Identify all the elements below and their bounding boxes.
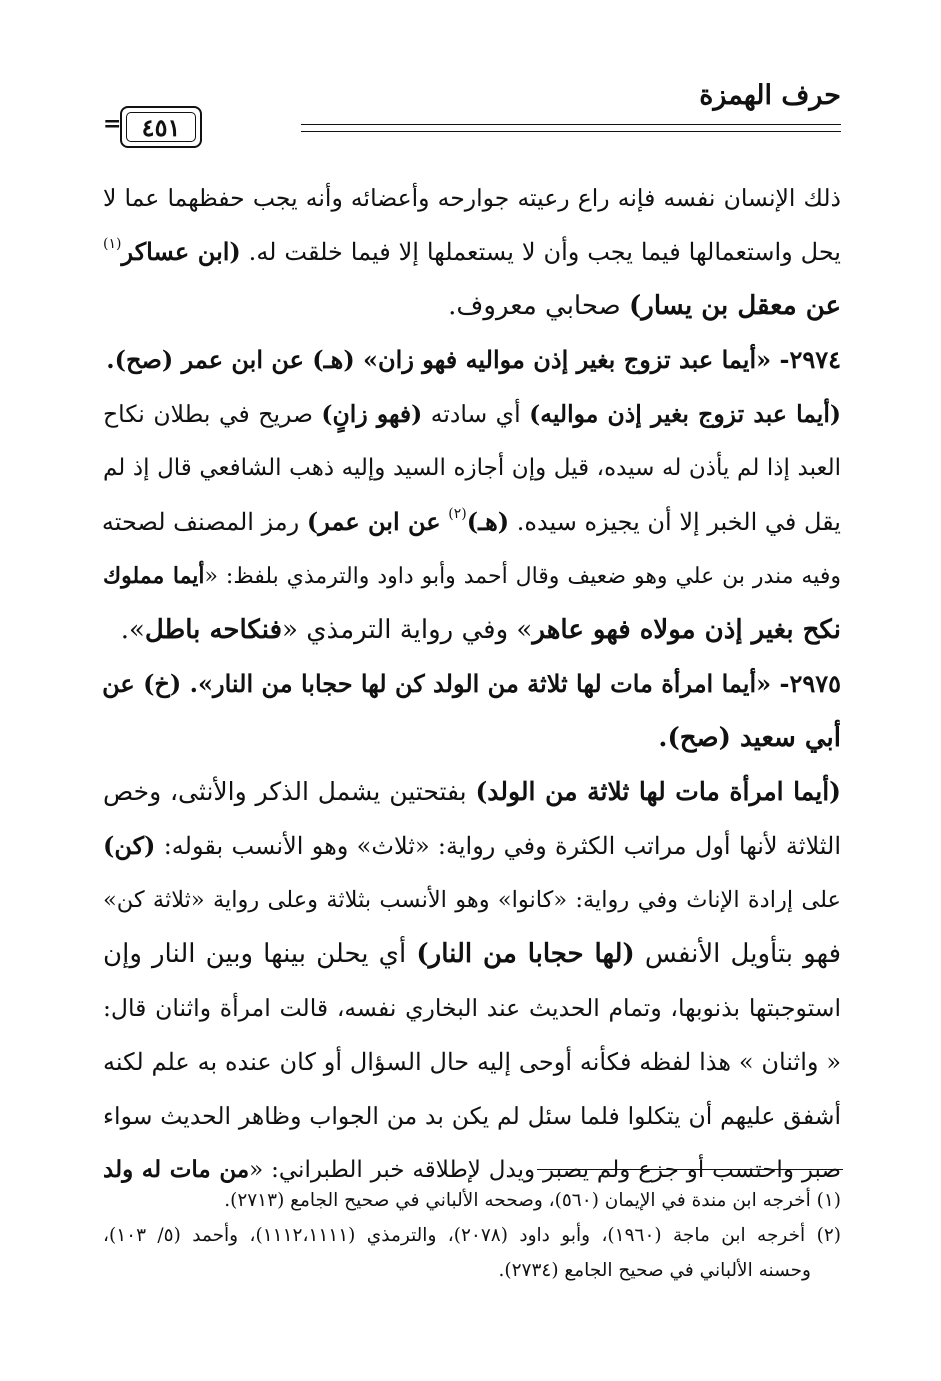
text-line — [103, 927, 841, 981]
text-line — [103, 981, 841, 1035]
text-line — [103, 765, 841, 819]
bold-text: أبي سعيد (صح). — [658, 723, 841, 753]
text-span: رمز المصنف لصحته — [101, 508, 307, 536]
page-number-frame — [120, 106, 202, 148]
text-span: يقل في الخبر إلا أن يجيزه سيده. — [509, 508, 841, 536]
footnote-ref: (٢) — [448, 506, 467, 522]
bold-text: أيما مملوك — [103, 563, 205, 589]
bold-text: (أيما عبد تزوج بغير إذن مواليه) — [529, 400, 841, 428]
text-line — [103, 657, 841, 711]
text-span: بفتحتين يشمل الذكر والأنثى، وخص — [103, 777, 476, 806]
text-line — [103, 171, 841, 225]
text-span: استوجبتها بذنوبها، وتمام الحديث عند البخاري نفسه، قالت امرأة واثنان قال: — [103, 994, 841, 1022]
text-line — [103, 225, 841, 279]
text-span: الثلاثة لأنها أول مراتب الكثرة وفي رواية: «ثلاث» وهو الأنسب بقوله: — [155, 832, 841, 860]
bold-text: (ابن عساكر — [121, 237, 241, 266]
text-line — [103, 279, 841, 333]
text-line — [103, 549, 841, 603]
text-span: » وفي رواية الترمذي « — [282, 615, 533, 645]
text-span: أشفق عليهم أن يتكلوا فلما سئل لم يكن بد من الجواب وظاهر الحديث سواء — [103, 1102, 841, 1130]
bold-text: فنكاحه باطل — [144, 615, 283, 645]
header-rule-top — [301, 124, 841, 125]
footnote: (٢) أخرجه ابن ماجة (١٩٦٠)، وأبو داود (٢٠٧٨)، والترمذي (١١١٢،١١١١)، وأحمد (٥/ ١٠٣)، — [103, 1225, 841, 1246]
text-line — [103, 603, 841, 657]
bold-text: من مات له ولد — [103, 1156, 250, 1183]
text-span: « واثنان » هذا لفظه فكأنه أوحى إليه حال السؤال أو كان عنده به علم لكنه — [103, 1048, 841, 1076]
text-span: يحل واستعمالها فيما يجب وأن لا يستعملها إلا فيما خلقت له. — [240, 238, 841, 266]
footnote: (١) أخرجه ابن مندة في الإيمان (٥٦٠)، وصححه الألباني في صحيح الجامع (٢٧١٣). — [224, 1190, 841, 1211]
footnotes — [103, 1183, 841, 1288]
page-marker: = — [103, 111, 122, 137]
text-line — [103, 819, 841, 873]
bold-text: (فهو زانٍ) — [321, 400, 423, 428]
chapter-title: حرف الهمزة — [699, 80, 841, 111]
text-span: أي سادته — [422, 400, 530, 428]
bold-text: ٢٩٧٤- «أيما عبد تزوج بغير إذن مواليه فهو زان» (هـ) عن ابن عمر (صح). — [106, 345, 841, 374]
text-span: صريح في بطلان نكاح — [103, 400, 322, 428]
text-line — [103, 1035, 841, 1089]
text-span: على إرادة الإناث وفي رواية: «كانوا» وهو الأنسب بثلاثة وعلى رواية «ثلاثة كن» — [103, 887, 841, 913]
text-span: صبر واحتسب أو جزع ولم يصبر ويدل لإطلاقه خبر الطبراني: « — [249, 1157, 841, 1183]
bold-text: عن ابن عمر) — [306, 507, 441, 536]
text-span: وفيه مندر بن علي وهو ضعيف وقال أحمد وأبو داود والترمذي بلفظ: « — [204, 564, 842, 589]
text-line — [103, 333, 841, 387]
bold-text: عن معقل بن يسار) — [628, 291, 841, 321]
bold-text: (كن) — [103, 831, 156, 860]
footnote-ref: (١) — [103, 236, 122, 252]
bold-text: (هـ) — [466, 507, 510, 536]
text-span: ذلك الإنسان نفسه فإنه راع رعيته جوارحه وأعضائه وأنه يجب حفظهما عما لا — [103, 184, 841, 212]
bold-text: (أيما امرأة مات لها ثلاثة من الولد) — [475, 777, 841, 806]
text-line — [103, 711, 841, 765]
text-line — [103, 873, 841, 927]
footnote-separator — [537, 1169, 843, 1170]
header-rule-bottom — [301, 131, 841, 132]
text-line — [103, 387, 841, 441]
bold-text: نكح بغير إذن مولاه فهو عاهر — [532, 615, 841, 645]
text-span: فهو بتأويل الأنفس — [634, 939, 841, 969]
main-text — [103, 171, 841, 1197]
bold-text: (لها حجابا من النار) — [416, 939, 635, 969]
text-line — [103, 441, 841, 495]
footnote: وحسنه الألباني في صحيح الجامع (٢٧٣٤). — [498, 1260, 811, 1281]
text-span: العبد إذا لم يأذن له سيده، قيل وإن أجازه السيد وإليه ذهب الشافعي قال إذ لم — [103, 455, 841, 481]
text-span: أي يحلن بينها وبين النار وإن — [103, 939, 417, 969]
bold-text: ٢٩٧٥- «أيما امرأة مات لها ثلاثة من الولد كن لها حجابا من النار». (خ) عن — [102, 669, 841, 698]
page-number: ٤٥١ — [126, 112, 196, 142]
text-line — [103, 1089, 841, 1143]
text-span: ». — [120, 615, 145, 645]
text-line — [103, 495, 841, 549]
text-span: صحابي معروف. — [448, 291, 629, 321]
